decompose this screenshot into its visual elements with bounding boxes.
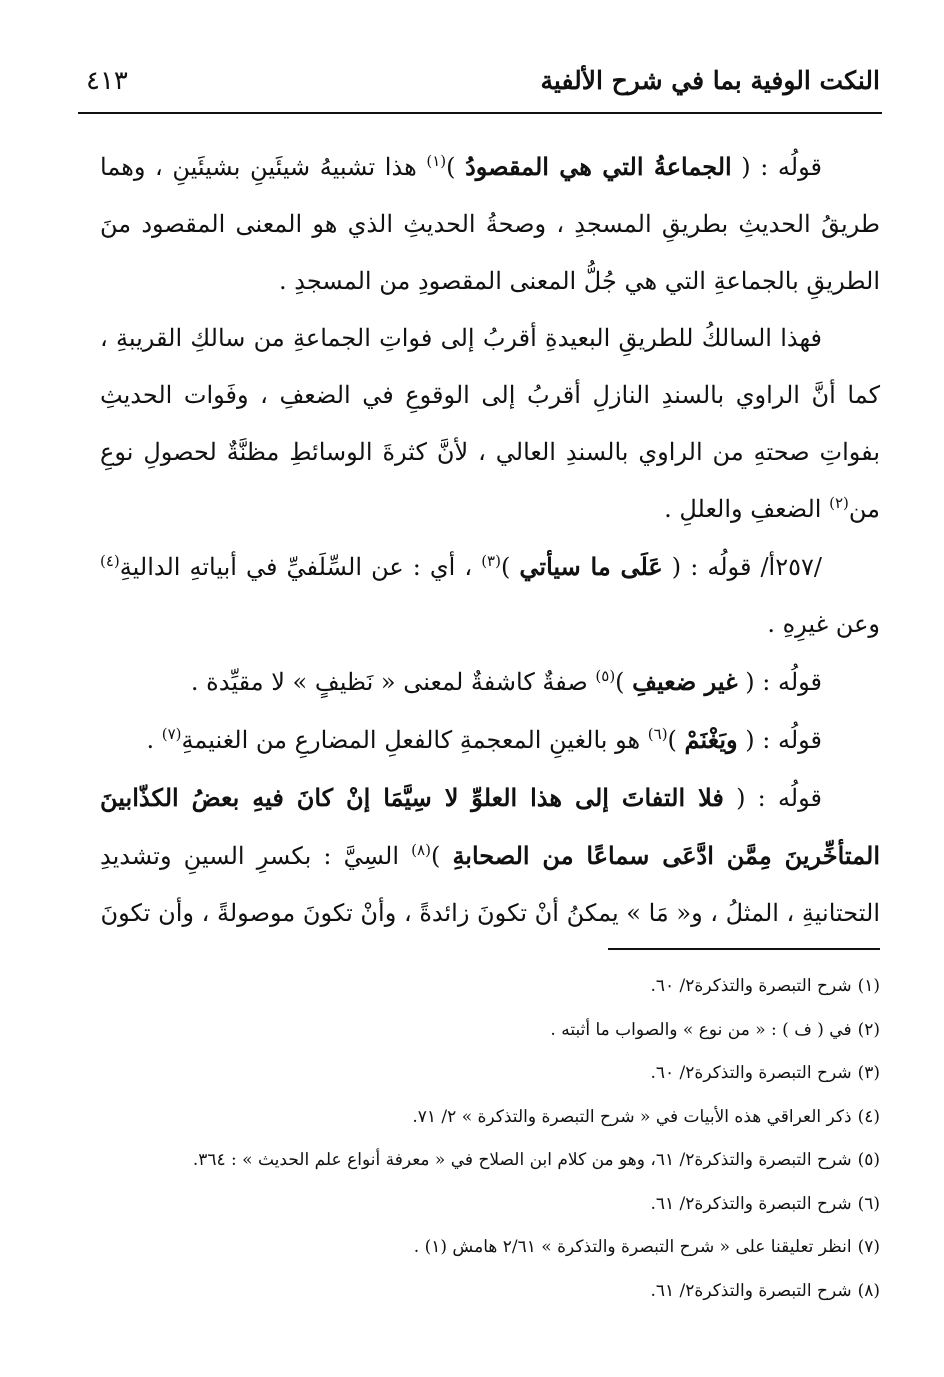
footnote-marker: (٦) [647,725,668,743]
commentary-text: هذا تشبيهُ شيئَينِ بشيئَينِ ، وهما طريقُ الحديثِ بطريقِ المسجدِ ، وصحةُ الحديثِ الذي هو المعنى المقصود منَ الطريقِ بالجماعةِ التي هي جُلُّ المعنى المقصودِ من المسجدِ . [100,153,880,295]
header-rule [78,112,882,114]
footnote [80,1226,880,1270]
footnote [80,1183,880,1227]
quoted-lemma: ويَغْنَمْ [684,725,738,754]
paragraph [100,711,880,769]
commentary-text: ) [500,553,520,581]
footnote [80,1270,880,1314]
paragraph [100,310,880,538]
commentary-text: ) [430,842,453,870]
footnote-text: شرح التبصرة والتذكرة٢/ ٦٠. [650,976,852,996]
commentary-text: قولُه : ( [731,153,822,181]
footnote-text: ذكر العراقي هذه الأبيات في « شرح التبصرة والتذكرة » ٢/ ٧١. [412,1106,852,1127]
footnote [80,1009,880,1053]
commentary-text: قولُه : ( [737,726,822,754]
footnote-text: شرح التبصرة والتذكرة٢/ ٦٠. [650,1063,852,1083]
commentary-text: وعن غيرِهِ . [767,610,880,638]
footnote-marker: (١) [426,152,447,170]
commentary-text: ، أي : عن السِّلَفيِّ في أبياتهِ الداليةِ [119,553,482,581]
footnote [80,1139,880,1183]
footnote-number: (٤) [857,1106,880,1127]
footnote-number: (١) [857,976,880,996]
commentary-text: ) [667,726,685,754]
commentary-text: السِيَّ : بكسرِ السينِ وتشديدِ التحتانيةِ ، المثلُ ، و« مَا » يمكنُ أنْ تكونَ زائدةً ، وأنْ تكونَ موصولةً ، وأن تكونَ [100,842,880,927]
footnote-separator [608,948,880,950]
commentary-text: . [146,726,162,754]
footnote-number: (٧) [857,1237,880,1257]
commentary-text: صفةٌ كاشفةٌ لمعنى « نَظيفٍ » لا مقيِّدة . [190,668,596,696]
footnote [80,1052,880,1096]
footnote-number: (٨) [857,1280,880,1301]
footnote-text: شرح التبصرة والتذكرة٢/ ٦١. [650,1193,852,1214]
commentary-text: ) [615,668,633,696]
paragraph [100,138,880,310]
footnote-number: (٢) [857,1019,880,1040]
footnote [80,965,880,1009]
paragraph [100,538,880,653]
footnote-text: في ( ف ) : « من نوع » والصواب ما أثبته . [550,1019,852,1040]
paragraph [100,653,880,711]
footnote-number: (٣) [857,1063,880,1083]
footnote-number: (٥) [857,1150,880,1170]
quoted-lemma: غير ضعيفِ [632,667,738,696]
commentary-text: الضعفِ والعللِ . [664,495,830,523]
paragraph [100,769,880,942]
commentary-text: قولُه : ( [723,784,822,812]
commentary-text: فهذا السالكُ للطريقِ البعيدةِ أقربُ إلى فواتِ الجماعةِ من سالكِ القريبةِ ، كما أنَّ الراوي بالسندِ النازلِ أقربُ إلى الوقوعِ في الضعفِ ، وفَوات الحديثِ بفواتِ صحتهِ من الراوي بالسندِ العالي ، لأنَّ كثرةَ الوسائطِ مظنَّةٌ لحصولِ نوعِ من [100,324,880,523]
footnote-marker: (٢) [829,494,849,512]
footnote-marker: (٣) [481,552,501,570]
commentary-text: ) [446,153,466,181]
commentary-text: /٢٥٧أ/ قولُه : ( [662,553,822,581]
quoted-lemma: الجماعةُ التي هي المقصودُ [465,152,732,181]
footnote-marker: (٧) [161,725,182,743]
footnote-text: انظر تعليقنا على « شرح التبصرة والتذكرة » ٢/٦١ هامش (١) . [413,1237,852,1257]
commentary-text: هو بالغينِ المعجمةِ كالفعلِ المضارعِ من الغنيمةِ [181,726,648,754]
footnote-number: (٦) [857,1193,880,1214]
footnotes [80,965,880,1313]
footnote-marker: (٥) [595,667,616,685]
commentary-text: قولُه : ( [737,668,822,696]
footnote-text: شرح التبصرة والتذكرة٢/ ٦١، وهو من كلام ابن الصلاح في « معرفة أنواع علم الحديث » : ٣٦٤. [192,1150,852,1170]
footnote-text: شرح التبصرة والتذكرة٢/ ٦١. [650,1280,852,1301]
quoted-lemma: فلا التفاتَ إلى هذا العلوِّ لا سِيَّمَا إنْ كانَ فيهِ بعضُ الكذّابينَ المتأخِّرينَ مِمَّن ادَّعَى سماعًا من الصحابةِ [100,783,881,870]
footnote-marker: (٤) [100,552,120,570]
main-text [100,138,880,942]
footnote [80,1096,880,1140]
running-header [86,62,880,102]
page-number: ٤١٣ [86,66,128,96]
quoted-lemma: عَلَى ما سيأتي [519,552,663,581]
running-title: النكت الوفية بما في شرح الألفية [540,66,880,95]
footnote-marker: (٨) [411,841,431,859]
